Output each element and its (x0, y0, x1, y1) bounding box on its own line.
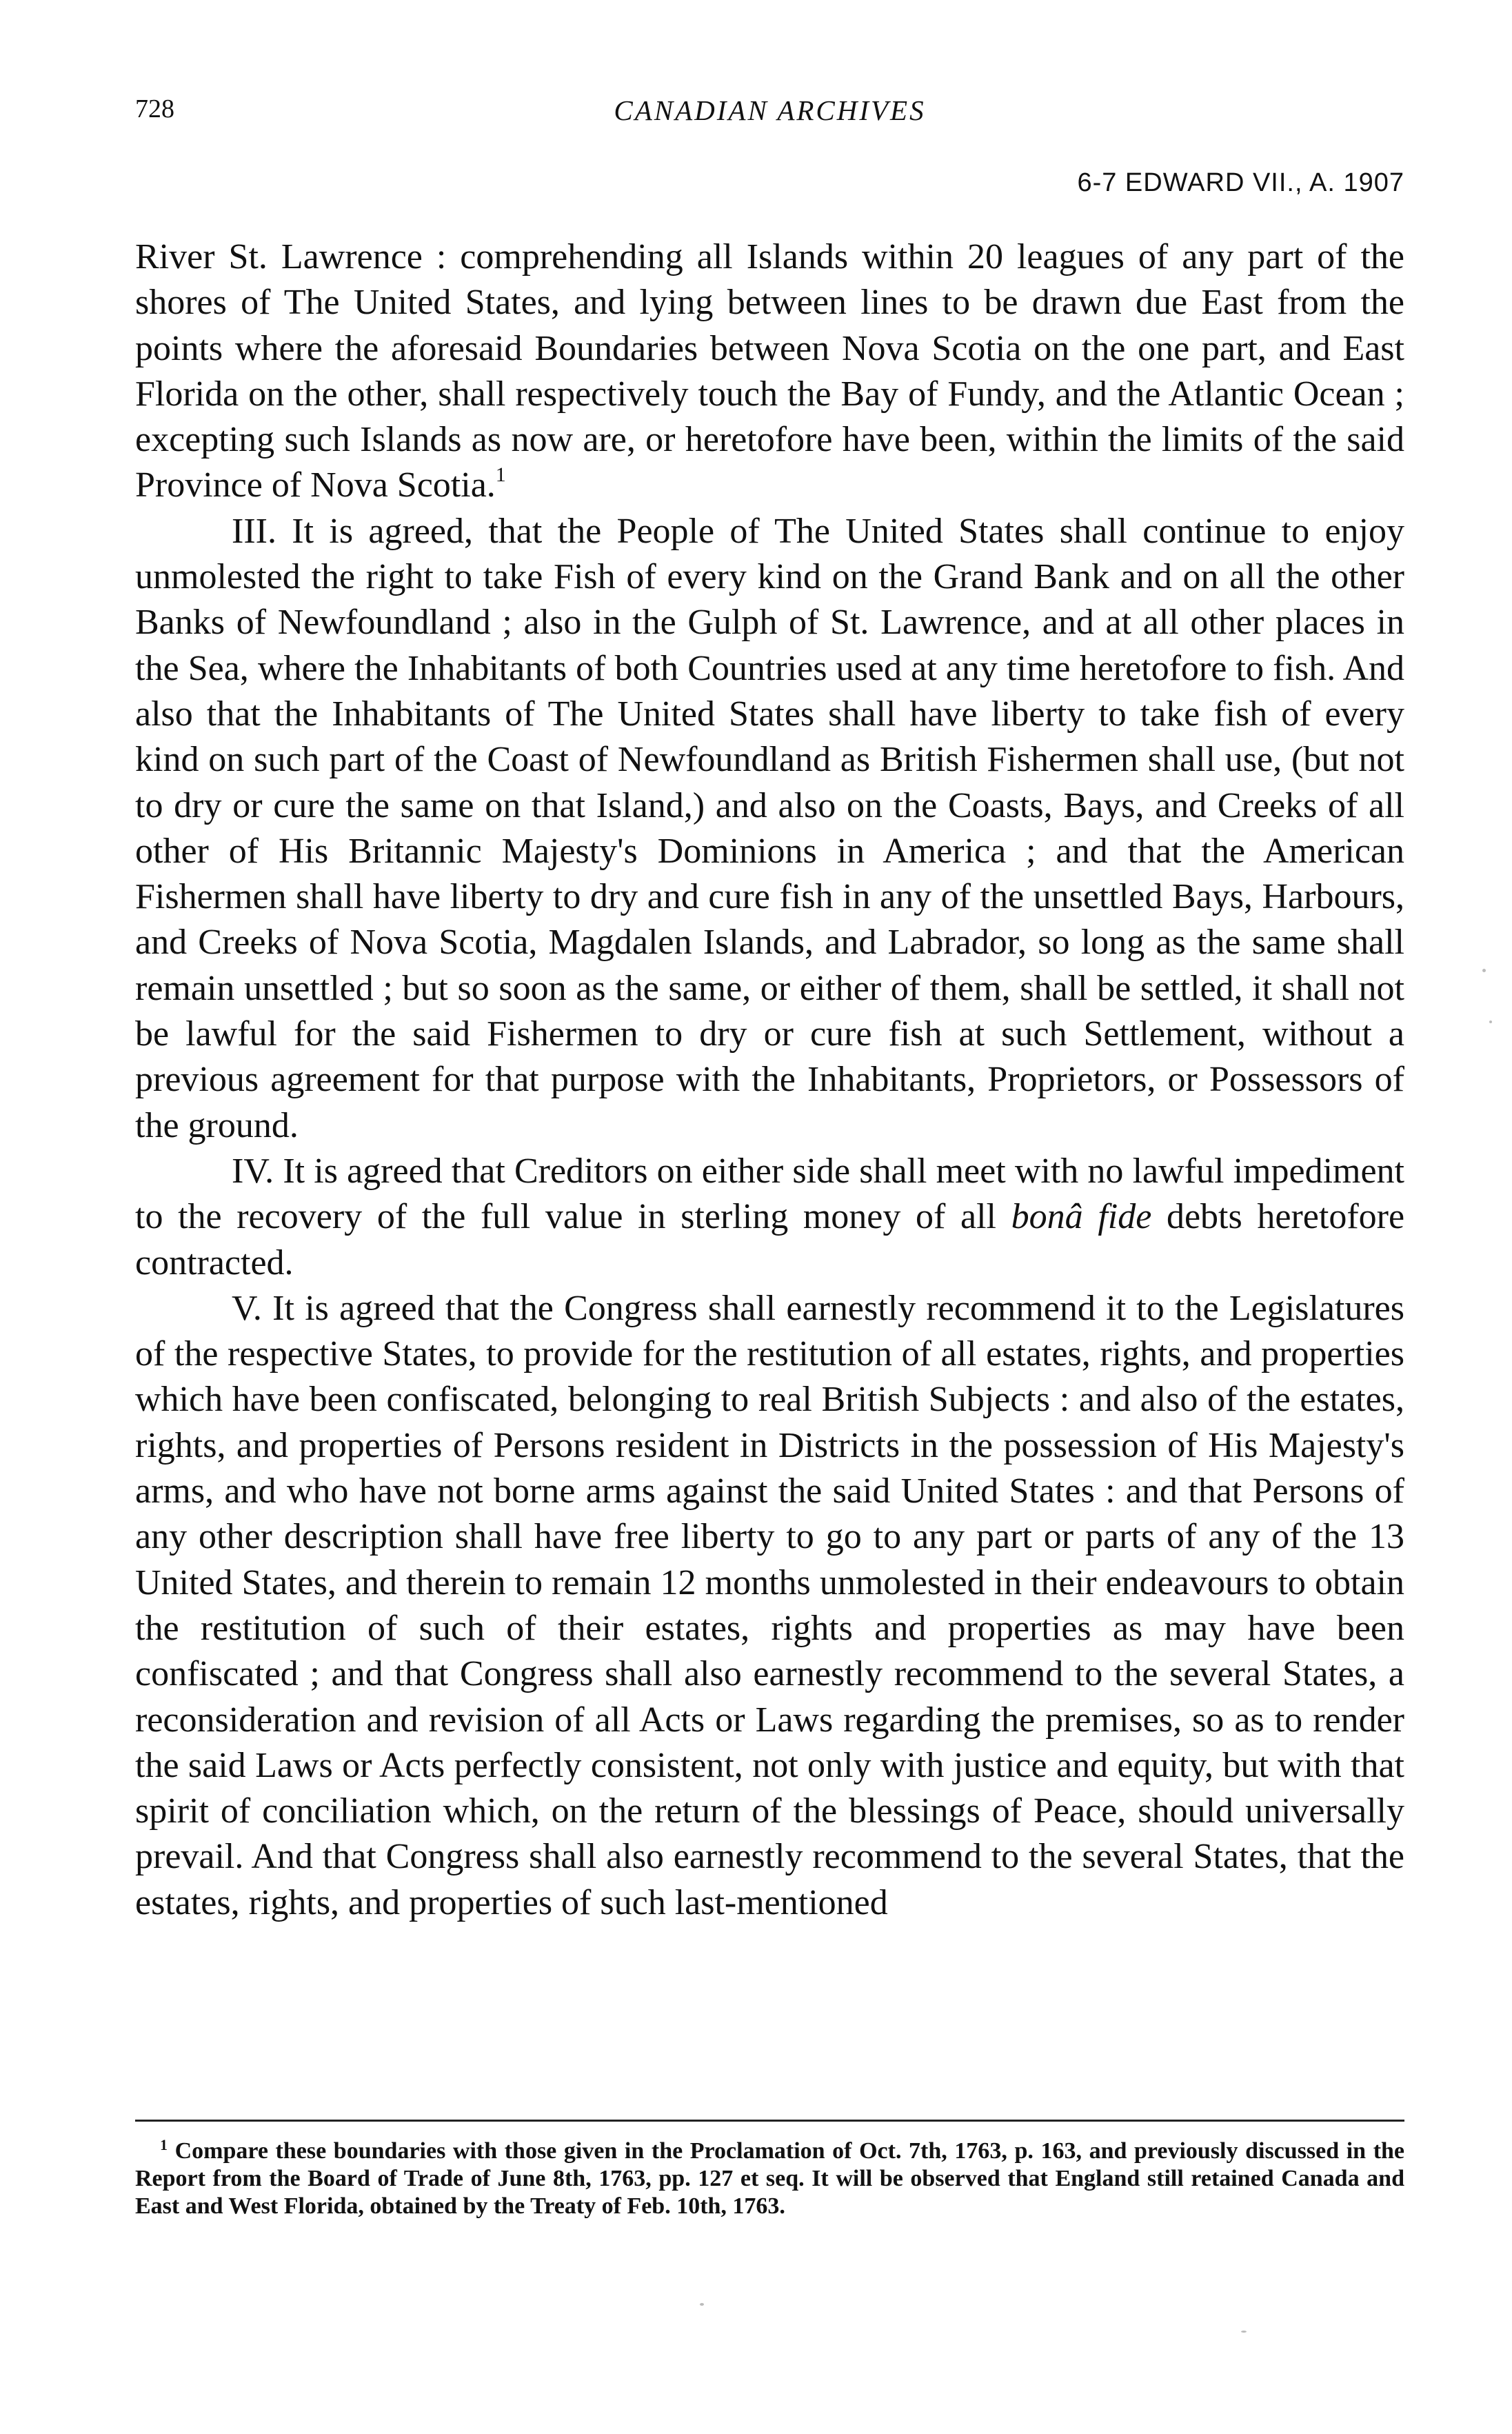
running-header (135, 94, 1404, 135)
article-iv (135, 1149, 1404, 1286)
session-reference: 6-7 EDWARD VII., A. 1907 (1077, 168, 1404, 197)
paragraph-continued (135, 234, 1404, 509)
scan-speck (1241, 2331, 1247, 2333)
footnote-mark: 1 (160, 2136, 168, 2153)
article-iv-italic: bonâ fide (1011, 1197, 1152, 1237)
footnote-text: Compare these boundaries with those given in the Proclamation of Oct. 7th, 1763, p. 163, and previously discussed in the Report from the Board of Trade of June 8th, 1763, pp. 127 et seq. It will be observed that England still retained Canada and East and West Florida, obtained by the Treaty of Feb. 10th, 1763. (135, 2138, 1405, 2219)
scan-speck (1482, 969, 1486, 972)
paragraph-continued-text: River St. Lawrence : comprehending all Islands within 20 leagues of any part of the shores of The United States, and lying between lines to be drawn due East from the points where the aforesaid Boundaries between Nova Scotia on the one part, and East Florida on the other, shall respectively touch the Bay of Fundy, and the Atlantic Ocean ; excepting such Islands as now are, or heretofore have been, within the limits of the said Province of Nova Scotia. (135, 237, 1404, 505)
article-iii: III. It is agreed, that the People of The United States shall continue to enjoy unmolested the right to take Fish of every kind on the Grand Bank and on all the other Banks of Newfoundland ; also in the Gulph of St. Lawrence, and at all other places in the Sea, where the Inhabitants of both Countries used at any time heretofore to fish. And also that the Inhabitants of The United States shall have liberty to take fish of every kind on such part of the Coast of Newfoundland as British Fishermen shall use, (but not to dry or cure the same on that Island,) and also on the Coasts, Bays, and Creeks of all other of His Britannic Majesty's Dominions in America ; and that the American Fishermen shall have liberty to dry and cure fish in any of the unsettled Bays, Harbours, and Creeks of Nova Scotia, Magdalen Islands, and Labrador, so long as the same shall remain unsettled ; but so soon as the same, or either of them, shall be settled, it shall not be lawful for the said Fishermen to dry or cure fish at such Settlement, without a previous agreement for that purpose with the Inhabitants, Proprietors, or Possessors of the ground. (135, 511, 1404, 1145)
footnote-1 (135, 2138, 1404, 2220)
footnote-reference: 1 (495, 463, 506, 487)
body-text (135, 234, 1404, 1926)
scan-speck (700, 2303, 704, 2306)
article-v: V. It is agreed that the Congress shall earnestly recommend it to the Legislatures of the respective States, to provide for the restitution of all estates, rights, and properties which have been confiscated, belonging to real British Subjects : and also of the estates, rights, and properties of Persons resident in Districts in the possession of His Majesty's arms, and who have not borne arms against the said United States : and that Persons of any other description shall have free liberty to go to any part or parts of any of the 13 United States, and therein to remain 12 months unmolested in their endeavours to obtain the restitution of such of their estates, rights and properties as may have been confiscated ; and that Congress shall also earnestly recommend to the several States, a reconsideration and revision of all Acts or Laws regarding the premises, so as to render the said Laws or Acts perfectly consistent, not only with justice and equity, but with that spirit of conciliation which, on the return of the blessings of Peace, should universally prevail. And that Congress shall also earnestly recommend to the several States, that the estates, rights, and properties of such last-mentioned (135, 1288, 1404, 1922)
running-title: CANADIAN ARCHIVES (614, 94, 926, 126)
article-iv-text-after: debts heretofore contracted. (135, 1197, 1405, 1283)
article-iv-text-before: IV. It is agreed that Creditors on either side shall meet with no lawful impediment to the recovery of the full value in sterling money of all (135, 1151, 1404, 1237)
page-number: 728 (135, 94, 174, 123)
scan-speck (1489, 1020, 1492, 1023)
footnotes (135, 2138, 1404, 2220)
footnote-divider (135, 2120, 1404, 2122)
